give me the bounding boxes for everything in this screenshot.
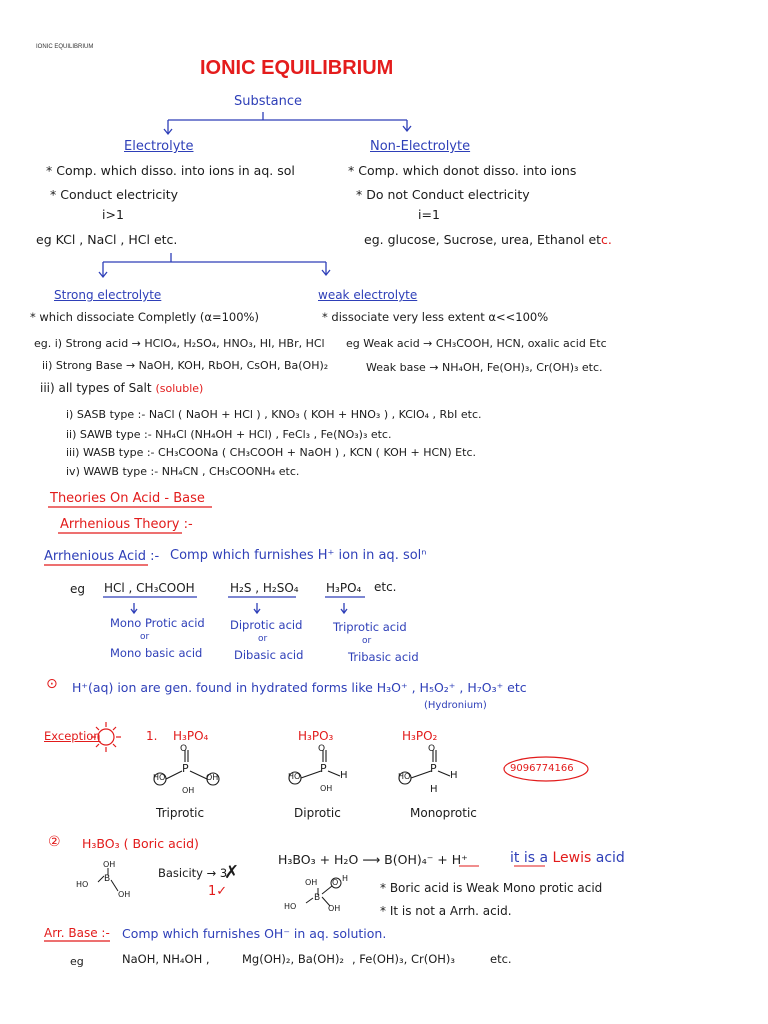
salt-soluble-note: (soluble) — [155, 382, 204, 395]
non-electrolyte-examples — [364, 232, 612, 247]
boric-oh-right: OH — [118, 890, 131, 899]
weak-electrolyte-definition: * dissociate very less extent α<<100% — [322, 310, 549, 324]
weak-acid-examples: eg Weak acid → CH₃COOH, HCN, oxalic acid Etc — [346, 337, 607, 350]
monoprotic-label: Mono Protic acid — [110, 616, 205, 630]
arrhenius-base-definition: Comp which furnishes OH⁻ in aq. solution. — [122, 926, 387, 941]
theories-heading: Theories On Acid - Base — [50, 491, 205, 506]
electrolyte-conduction: * Conduct electricity — [50, 187, 179, 202]
molecule-h3po3: H₃PO₃ — [298, 729, 334, 743]
non-electrolyte-conduction: * Do not Conduct electricity — [356, 187, 530, 202]
hydrogen-atom-2: H — [340, 770, 348, 781]
boric-acid-number: ② — [48, 834, 61, 850]
salt-type-sawb: ii) SAWB type :- NH₄Cl (NH₄OH + HCl) , FeCl₃ , Fe(NO₃)₃ etc. — [66, 428, 392, 441]
borate-water-h: H — [342, 874, 349, 883]
boric-oh-top: OH — [103, 860, 116, 869]
dibasic-label: Dibasic acid — [234, 648, 304, 662]
hydroxyl-atom-1b: OH — [206, 773, 219, 782]
strong-base-examples-2: NaOH, NH₄OH , — [122, 952, 210, 966]
triprotic-examples: H₃PO₄ — [326, 581, 362, 595]
weak-base-examples-2: , Fe(OH)₃, Cr(OH)₃ — [352, 952, 456, 966]
weak-base-examples: Weak base → NH₄OH, Fe(OH)₃, Cr(OH)₃ etc. — [366, 361, 603, 374]
strong-electrolyte-definition: * which dissociate Completly (α=100%) — [30, 310, 259, 324]
exception-label: Exception — [44, 729, 101, 743]
phosphorus-atom-3: P — [430, 762, 437, 775]
weak-electrolyte-heading: weak electrolyte — [318, 288, 418, 302]
arrhenius-acid-eg: eg — [70, 582, 85, 596]
basicity-correct-value: 1✓ — [208, 884, 228, 899]
phosphorus-atom-2: P — [320, 762, 327, 775]
monoprotic-examples: HCl , CH₃COOH — [104, 581, 195, 595]
arrhenius-acid-label: Arrhenious Acid :- — [44, 549, 160, 564]
boric-acid-title: H₃BO₃ ( Boric acid) — [82, 836, 199, 851]
triprotic-or: or — [362, 636, 372, 646]
oxygen-atom-2: O — [318, 744, 326, 754]
electrolyte-examples: eg KCl , NaCl , HCl etc. — [36, 232, 178, 247]
alkaline-earth-base-examples: Mg(OH)₂, Ba(OH)₂ — [242, 952, 345, 966]
hydroxyl-atom-2c: OH — [320, 784, 333, 793]
hydroxyl-atom-3a: HO — [398, 772, 411, 781]
boric-acid-equation: H₃BO₃ + H₂O ⟶ B(OH)₄⁻ + H⁺ — [278, 852, 468, 867]
monobasic-label: Mono basic acid — [110, 646, 203, 660]
borate-oh-right: OH — [328, 904, 341, 913]
non-electrolyte-heading: Non-Electrolyte — [370, 139, 471, 154]
arrhenius-theory-heading: Arrhenious Theory :- — [60, 517, 193, 532]
monoprotic-or: or — [140, 632, 150, 642]
non-electrolyte-definition: * Comp. which donot disso. into ions — [348, 163, 577, 178]
note-bullet-icon: ⊙ — [46, 676, 58, 692]
electrolyte-heading: Electrolyte — [124, 139, 194, 154]
borate-ho-left: HO — [284, 902, 297, 911]
boric-point-weak-monoprotic: * Boric acid is Weak Mono protic acid — [380, 881, 603, 895]
molecule-h3po4: H₃PO₄ — [173, 729, 209, 743]
salt-types-line — [40, 381, 203, 395]
diprotic-label: Diprotic acid — [230, 618, 303, 632]
strong-acid-examples: eg. i) Strong acid → HClO₄, H₂SO₄, HNO₃, HI, HBr, HCl — [34, 337, 325, 350]
strong-electrolyte-heading: Strong electrolyte — [54, 288, 162, 302]
hydroxyl-atom-1c: OH — [182, 786, 195, 795]
borate-water-o: O — [332, 878, 339, 887]
borate-oh-top: OH — [305, 878, 318, 887]
non-electrolyte-examples-main: eg. glucose, Sucrose, urea, Ethanol et — [364, 232, 602, 247]
hydrogen-atom-3a: H — [450, 770, 458, 781]
diprotic-examples: H₂S , H₂SO₄ — [230, 581, 299, 595]
lewis-word: Lewis — [552, 850, 592, 866]
lewis-acid-suffix: acid — [595, 850, 625, 866]
document-header: IONIC EQUILIBRIUM — [36, 44, 94, 50]
oxygen-atom-3: O — [428, 744, 436, 754]
page-title: IONIC EQUILIBRIUM — [200, 57, 394, 79]
non-electrolyte-examples-tail: c. — [601, 232, 612, 247]
tribasic-label: Tribasic acid — [348, 650, 419, 664]
exception-number: 1. — [146, 729, 158, 743]
arrhenius-base-eg: eg — [70, 955, 84, 968]
diprotic-or: or — [258, 634, 268, 644]
arrhenius-base-label: Arr. Base :- — [44, 926, 110, 940]
lewis-acid-note — [510, 850, 625, 866]
non-electrolyte-vant-hoff: i=1 — [418, 207, 440, 222]
arrhenius-acid-definition: Comp which furnishes H⁺ ion in aq. solⁿ — [170, 548, 427, 563]
salt-types-label: iii) all types of Salt — [40, 381, 152, 395]
hydroxyl-atom-1a: HO — [153, 773, 166, 782]
oxygen-atom-1: O — [180, 744, 188, 754]
basicity-cross-icon: ✗ — [224, 862, 240, 883]
salt-type-wasb: iii) WASB type :- CH₃COONa ( CH₃COOH + NaOH ) , KCN ( KOH + HCN) Etc. — [66, 446, 476, 459]
boric-ho-left: HO — [76, 880, 89, 889]
basicity-label: Basicity → 3 — [158, 866, 228, 880]
molecule-h3po2: H₃PO₂ — [402, 729, 438, 743]
phosphorus-atom-1: P — [182, 762, 189, 775]
hydronium-note: (Hydronium) — [424, 700, 487, 711]
boric-point-not-arrhenius: * It is not a Arrh. acid. — [380, 904, 512, 918]
borate-boron-atom: B — [314, 893, 321, 903]
hydrogen-atom-3b: H — [430, 784, 438, 795]
triprotic-label: Triprotic acid — [333, 620, 407, 634]
lewis-acid-prefix: it is a — [510, 850, 549, 866]
strong-base-examples: ii) Strong Base → NaOH, KOH, RbOH, CsOH, Ba(OH)₂ — [42, 359, 329, 372]
diprotic-caption: Diprotic — [294, 806, 341, 820]
salt-type-wawb: iv) WAWB type :- NH₄CN , CH₃COONH₄ etc. — [66, 465, 300, 478]
triprotic-caption: Triprotic — [156, 806, 205, 820]
tree-root-substance: Substance — [234, 94, 302, 109]
salt-type-sasb: i) SASB type :- NaCl ( NaOH + HCl ) , KNO₃ ( KOH + HNO₃ ) , KClO₄ , RbI etc. — [66, 408, 482, 421]
electrolyte-vant-hoff: i>1 — [102, 207, 124, 222]
acid-examples-etc: etc. — [374, 580, 397, 594]
hydrated-ion-note: H⁺(aq) ion are gen. found in hydrated forms like H₃O⁺ , H₅O₂⁺ , H₇O₃⁺ etc — [72, 680, 527, 695]
base-examples-etc: etc. — [490, 952, 512, 966]
boron-atom: B — [104, 874, 111, 884]
monoprotic-caption: Monoprotic — [410, 806, 477, 820]
phone-number-note: 9096774166 — [510, 763, 574, 774]
electrolyte-definition: * Comp. which disso. into ions in aq. sol — [46, 163, 295, 178]
hydroxyl-atom-2a: HO — [288, 772, 301, 781]
